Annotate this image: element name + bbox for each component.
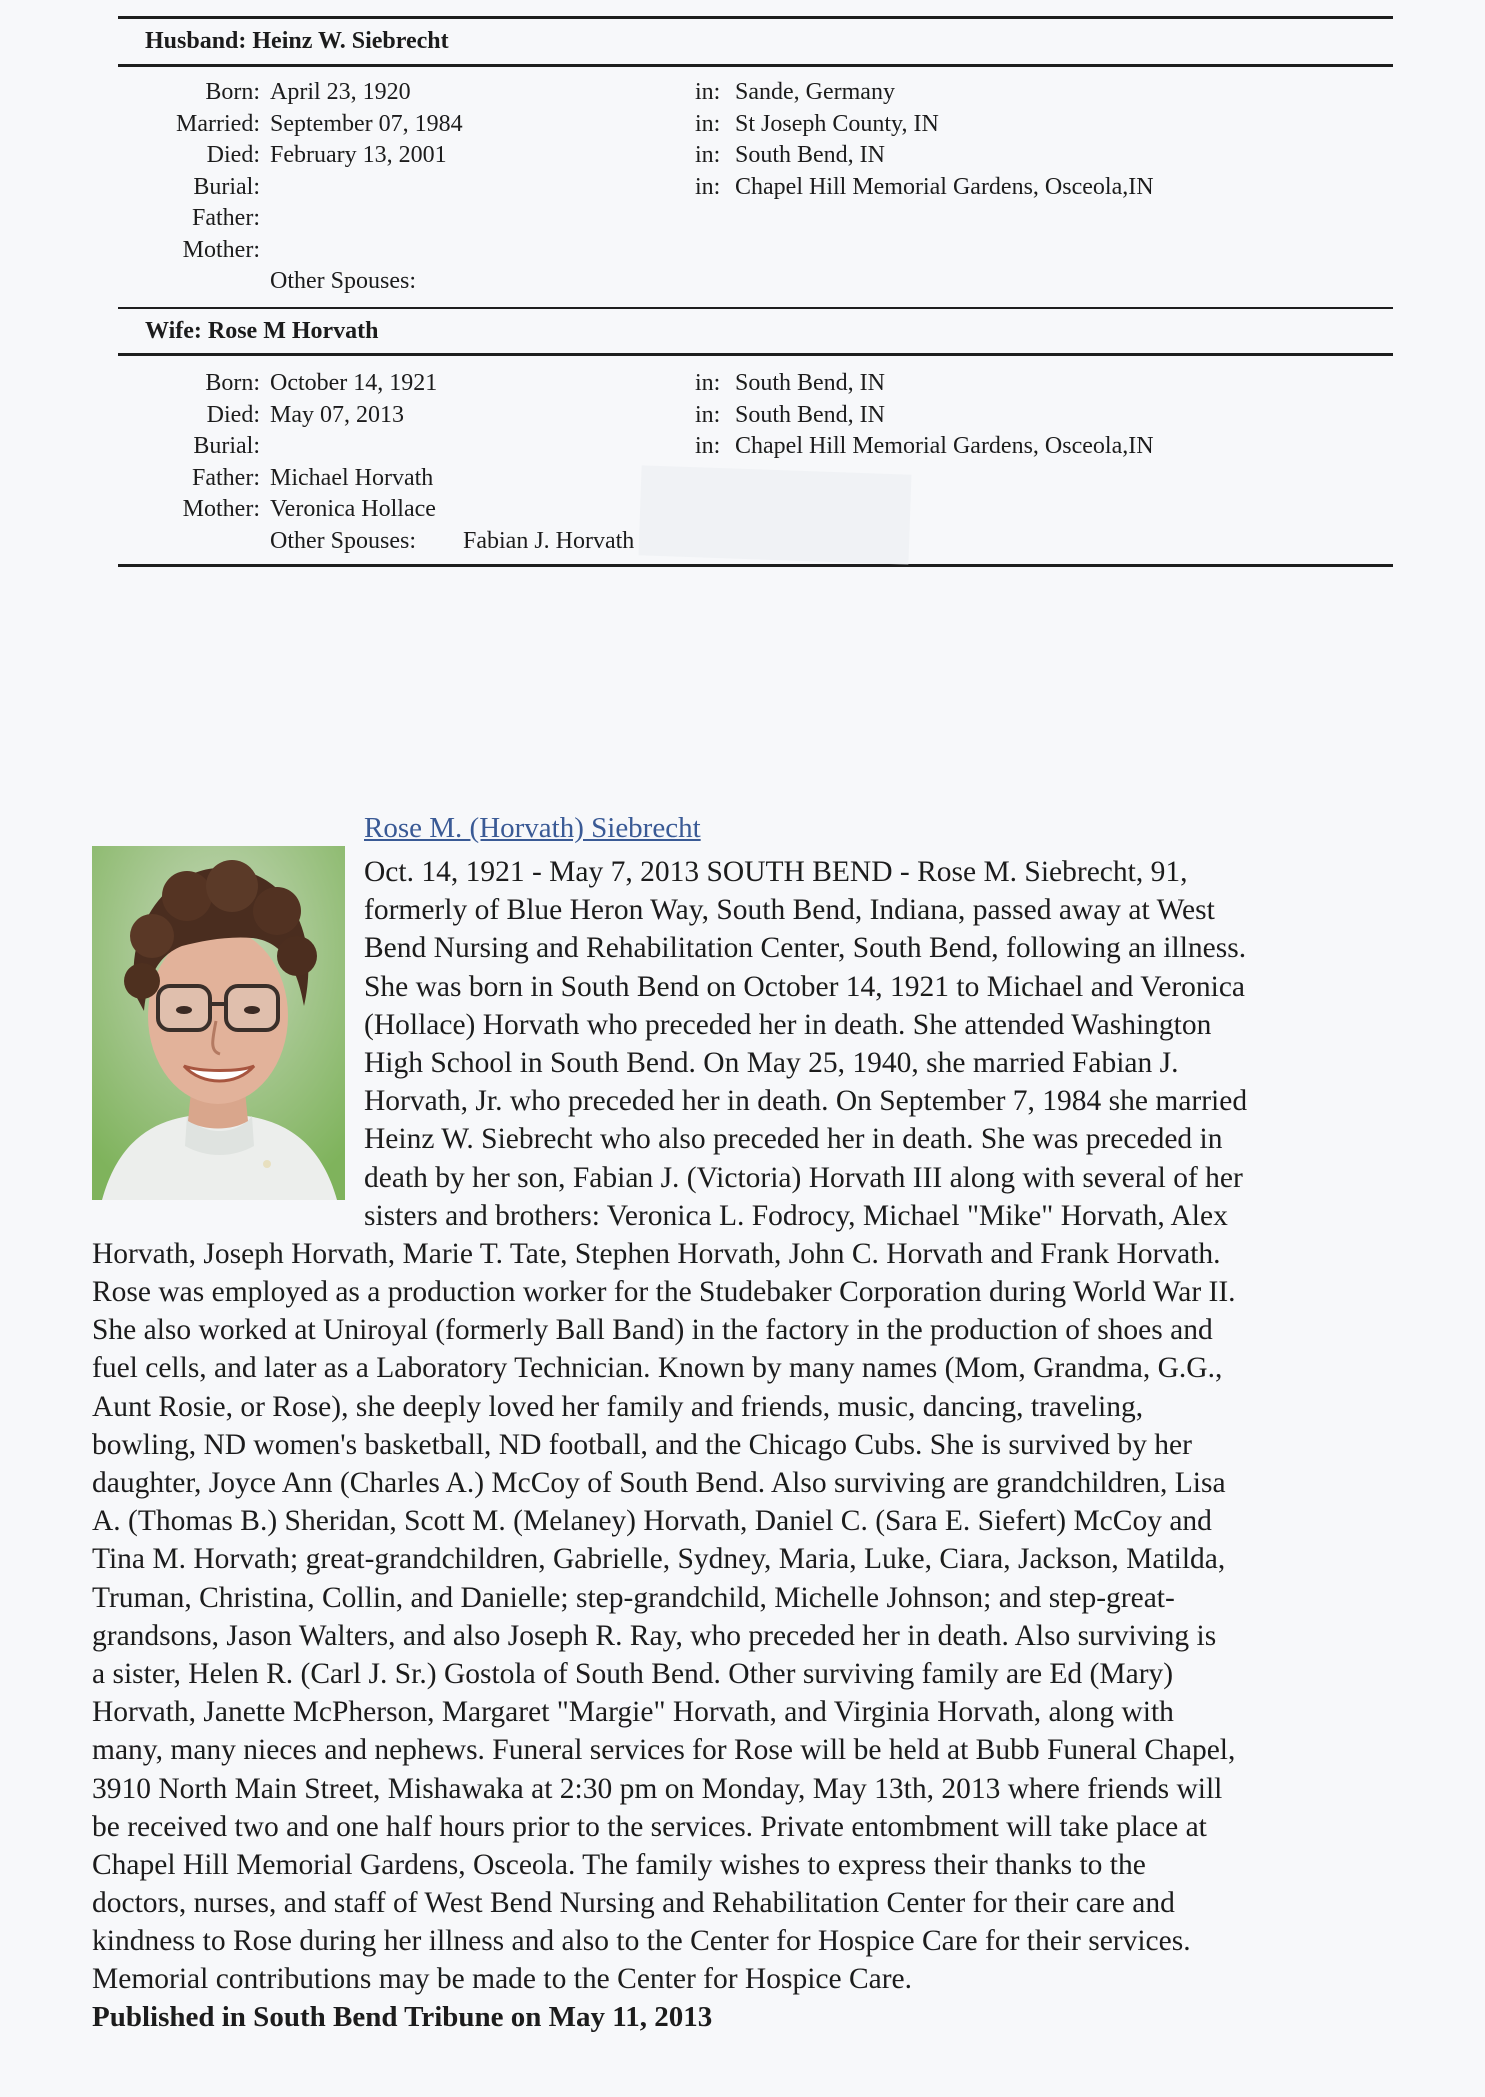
obituary-line: Horvath, Jr. who preceded her in death. On September 7, 1984 she married [364,1085,1248,1118]
husband-row-value: February 13, 2001 [270,142,447,168]
obituary-line: Aunt Rosie, or Rose), she deeply loved her family and friends, music, dancing, traveling, [92,1390,1144,1423]
husband-row [0,234,1485,266]
husband-header-label: Husband: [145,28,247,54]
obituary-line: Rose was employed as a production worker for the Studebaker Corporation during World War II. [92,1276,1236,1309]
obituary-line: Horvath, Joseph Horvath, Marie T. Tate, Stephen Horvath, John C. Horvath and Frank Horvath. [92,1237,1221,1270]
husband-row-value: April 23, 1920 [270,79,411,105]
obituary-line: A. (Thomas B.) Sheridan, Scott M. (Melaney) Horvath, Daniel C. (Sara E. Siefert) McCoy and [92,1505,1212,1538]
husband-other-spouses-row [0,265,1485,297]
wife-row-place: South Bend, IN [735,401,885,428]
wife-header-label: Wife: [145,318,202,344]
husband-header-rule [118,64,1393,67]
obituary-line: (Hollace) Horvath who preceded her in death. She attended Washington [364,1008,1212,1041]
wife-row-label: Burial: [193,433,260,459]
husband-row-label: Born: [205,79,260,105]
wife-row-value: May 07, 2013 [270,401,404,428]
obituary-line: formerly of Blue Heron Way, South Bend, Indiana, passed away at West [364,894,1215,927]
wife-row-label: Father: [192,464,260,491]
obituary-line: She also worked at Uniroyal (formerly Ball Band) in the factory in the production of shoes and [92,1314,1213,1347]
bottom-rule [118,564,1393,567]
obituary-line: sisters and brothers: Veronica L. Fodrocy, Michael "Mike" Horvath, Alex [364,1199,1228,1232]
husband-row-in-label: in: [695,173,721,200]
obituary-line: a sister, Helen R. (Carl J. Sr.) Gostola of South Bend. Other surviving family are Ed (Mary) [92,1657,1174,1690]
obituary-line: Tina M. Horvath; great-grandchildren, Gabrielle, Sydney, Maria, Luke, Ciara, Jackson, Matilda, [92,1543,1226,1576]
husband-row-place: Sande, Germany [735,79,895,105]
obituary-line: Memorial contributions may be made to the Center for Hospice Care. [92,1963,913,1996]
husband-row-label: Father: [192,205,260,231]
husband-row-place: St Joseph County, IN [735,110,939,137]
husband-row-in-label: in: [695,110,721,137]
husband-row-value: September 07, 1984 [270,110,463,137]
top-rule [118,16,1393,19]
obituary-line: Truman, Christina, Collin, and Danielle; step-grandchild, Michelle Johnson; and step-great- [92,1581,1175,1614]
husband-row-label: Mother: [182,236,260,263]
husband-row [0,171,1485,203]
wife-header-rule [118,353,1393,356]
husband-row [0,76,1485,108]
wife-row-label: Mother: [182,496,260,522]
obituary-text [92,853,1392,1999]
obituary-line: bowling, ND women's basketball, ND football, and the Chicago Cubs. She is survived by her [92,1428,1192,1461]
obituary-title-link[interactable]: Rose M. (Horvath) Siebrecht [364,812,701,844]
obituary-line: Chapel Hill Memorial Gardens, Osceola. The family wishes to express their thanks to the [92,1848,1146,1881]
husband-name: Heinz W. Siebrecht [252,28,449,54]
husband-row-in-label: in: [695,79,721,105]
husband-section-rule [118,307,1393,309]
obituary-line: kindness to Rose during her illness and also to the Center for Hospice Care for their services. [92,1925,1191,1958]
husband-row-place: Chapel Hill Memorial Gardens, Osceola,IN [735,173,1154,200]
husband-row [0,108,1485,140]
wife-header [145,316,379,346]
scan-artifact [639,465,912,564]
obituary-line: doctors, nurses, and staff of West Bend Nursing and Rehabilitation Center for their care and [92,1887,1175,1920]
obituary-line: fuel cells, and later as a Laboratory Technician. Known by many names (Mom, Grandma, G.G., [92,1352,1223,1385]
husband-row-label: Married: [176,110,260,137]
wife-row [0,367,1485,399]
husband-header [145,26,449,56]
husband-other-spouses-label: Other Spouses: [270,268,416,294]
wife-other-spouses-value: Fabian J. Horvath [463,527,635,554]
obituary-line: grandsons, Jason Walters, and also Joseph R. Ray, who preceded her in death. Also surviving is [92,1619,1217,1652]
wife-row-value: Michael Horvath [270,464,434,491]
obituary-line: 3910 North Main Street, Mishawaka at 2:30 pm on Monday, May 13th, 2013 where friends will [92,1772,1223,1805]
husband-row-in-label: in: [695,142,721,168]
wife-row [0,430,1485,462]
obituary-line: many, many nieces and nephews. Funeral services for Rose will be held at Bubb Funeral Chapel, [92,1734,1236,1767]
obituary-line: Oct. 14, 1921 - May 7, 2013 SOUTH BEND - Rose M. Siebrecht, 91, [364,856,1188,888]
obituary-line: Heinz W. Siebrecht who also preceded her in death. She was preceded in [364,1123,1223,1156]
wife-row-in-label: in: [695,433,721,459]
wife-name: Rose M Horvath [207,318,379,344]
husband-row-label: Burial: [193,173,260,200]
wife-row-label: Died: [206,401,260,428]
obituary-line: death by her son, Fabian J. (Victoria) Horvath III along with several of her [364,1161,1243,1194]
wife-row-label: Born: [205,370,260,396]
husband-row [0,202,1485,234]
wife-row-value: October 14, 1921 [270,370,438,396]
wife-row-in-label: in: [695,370,721,396]
wife-row-value: Veronica Hollace [270,496,436,522]
wife-row [0,399,1485,431]
wife-row-in-label: in: [695,401,721,428]
wife-row-place: Chapel Hill Memorial Gardens, Osceola,IN [735,433,1154,459]
husband-row-place: South Bend, IN [735,142,885,168]
obituary-line: daughter, Joyce Ann (Charles A.) McCoy of South Bend. Also surviving are grandchildren, Lisa [92,1467,1226,1499]
husband-row [0,139,1485,171]
obituary-line: be received two and one half hours prior to the services. Private entombment will take place at [92,1810,1207,1843]
wife-other-spouses-label: Other Spouses: [270,527,416,554]
husband-row-label: Died: [206,142,260,168]
obituary-line: Horvath, Janette McPherson, Margaret "Margie" Horvath, and Virginia Horvath, along with [92,1696,1174,1729]
obituary-line: She was born in South Bend on October 14, 1921 to Michael and Veronica [364,970,1246,1003]
wife-row-place: South Bend, IN [735,370,885,396]
obituary-line: High School in South Bend. On May 25, 1940, she married Fabian J. [364,1046,1179,1079]
obituary-line: Bend Nursing and Rehabilitation Center, South Bend, following an illness. [364,932,1247,965]
publication-note: Published in South Bend Tribune on May 11, 2013 [92,2001,713,2033]
